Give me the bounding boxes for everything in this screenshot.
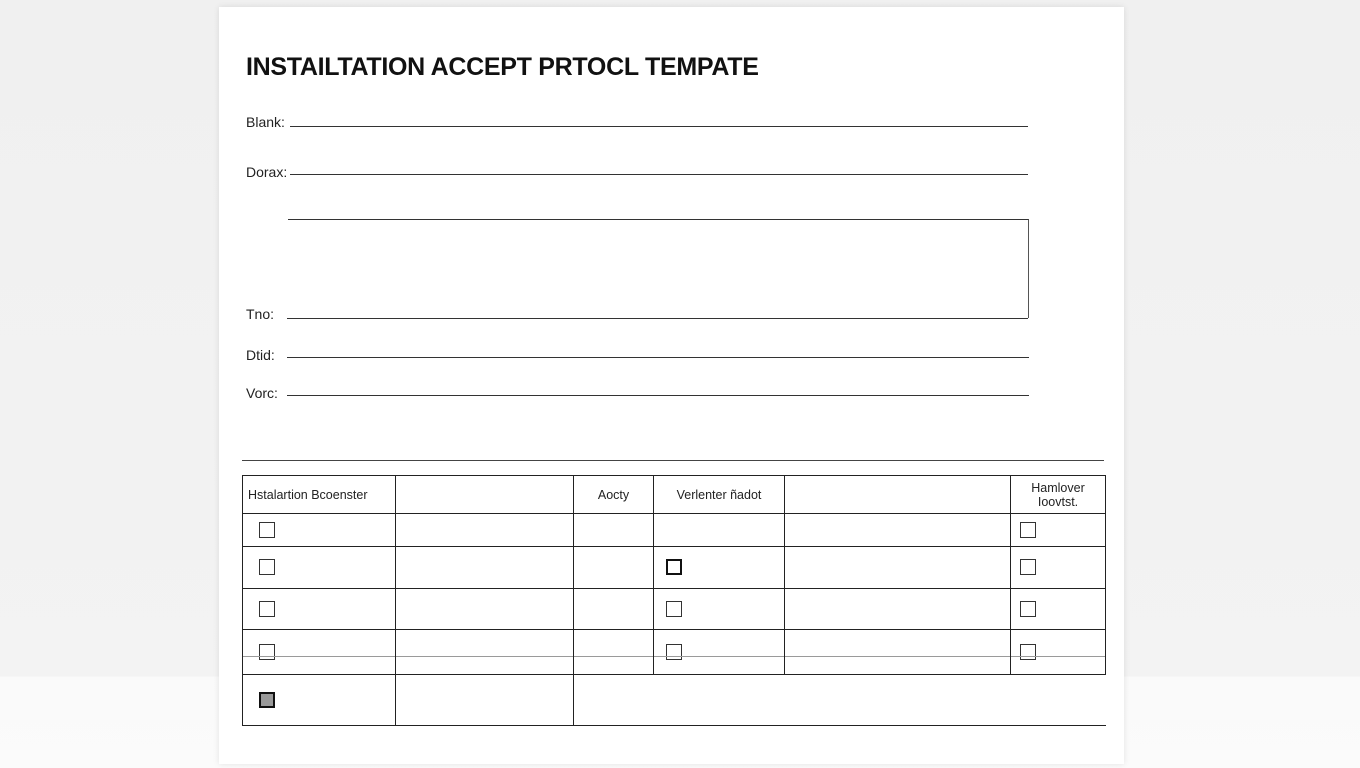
form-sheet (219, 7, 1124, 764)
table-cell[interactable] (574, 630, 654, 675)
row-guide-line (243, 656, 395, 657)
form-title: INSTAILTATION ACCEPT PRTOCL TEMPATE (246, 53, 759, 81)
field-label-vorc: Vorc: (246, 385, 278, 401)
checkbox-row1-col6[interactable] (1020, 522, 1036, 538)
table-cell[interactable] (654, 514, 785, 547)
field-line-vorc[interactable] (287, 395, 1029, 396)
field-label-tno: Tno: (246, 306, 275, 322)
table-row (243, 675, 1106, 726)
checkbox-row4-col6[interactable] (1020, 644, 1036, 660)
table-cell[interactable] (785, 630, 1011, 675)
row-guide-line (574, 656, 653, 657)
row-guide-line (654, 656, 784, 657)
table-cell[interactable] (396, 514, 574, 547)
field-label-dtid: Dtid: (246, 347, 275, 363)
checkbox-row3-col4[interactable] (666, 601, 682, 617)
row-guide-line (1011, 656, 1105, 657)
checkbox-row2-col6[interactable] (1020, 559, 1036, 575)
checkbox-row4-col1[interactable] (259, 644, 275, 660)
header-verlenter: Verlenter ñadot (676, 487, 762, 502)
field-line-dtid[interactable] (287, 357, 1029, 358)
row-guide-line (785, 656, 1010, 657)
row-guide-line (396, 656, 573, 657)
field-label-blank: Blank: (246, 114, 285, 130)
header-hamlover: Hamlover Ioovtst. (1031, 480, 1085, 509)
section-divider (242, 460, 1104, 461)
table-cell[interactable] (574, 589, 654, 630)
table-cell[interactable] (396, 675, 574, 726)
field-line-dorax[interactable] (290, 174, 1028, 175)
table-row (243, 589, 1106, 630)
table-row (243, 514, 1106, 547)
table-cell[interactable] (574, 514, 654, 547)
checkbox-row3-col6[interactable] (1020, 601, 1036, 617)
table-cell[interactable] (785, 514, 1011, 547)
table-cell[interactable] (396, 589, 574, 630)
checkbox-row1-col1[interactable] (259, 522, 275, 538)
checkbox-row2-col1[interactable] (259, 559, 275, 575)
checkbox-row2-col4[interactable] (666, 559, 682, 575)
table-cell[interactable] (574, 547, 654, 589)
field-line-blank[interactable] (290, 126, 1028, 127)
checklist-table (242, 475, 1106, 726)
table-cell[interactable] (396, 630, 574, 675)
checkbox-row5-col1[interactable] (259, 692, 275, 708)
checkbox-row3-col1[interactable] (259, 601, 275, 617)
header-installation: Hstalartion Bcoenster (248, 487, 368, 502)
table-header-row (243, 476, 1106, 514)
field-label-dorax: Dorax: (246, 164, 288, 180)
notes-box[interactable] (288, 219, 1029, 318)
table-cell[interactable] (785, 547, 1011, 589)
table-row (243, 547, 1106, 589)
header-aocty: Aocty (597, 487, 630, 502)
table-cell-merged[interactable] (574, 675, 1106, 726)
table-cell[interactable] (396, 547, 574, 589)
field-line-tno[interactable] (287, 318, 1028, 319)
table-cell[interactable] (785, 589, 1011, 630)
checkbox-row4-col4[interactable] (666, 644, 682, 660)
table-row (243, 630, 1106, 675)
